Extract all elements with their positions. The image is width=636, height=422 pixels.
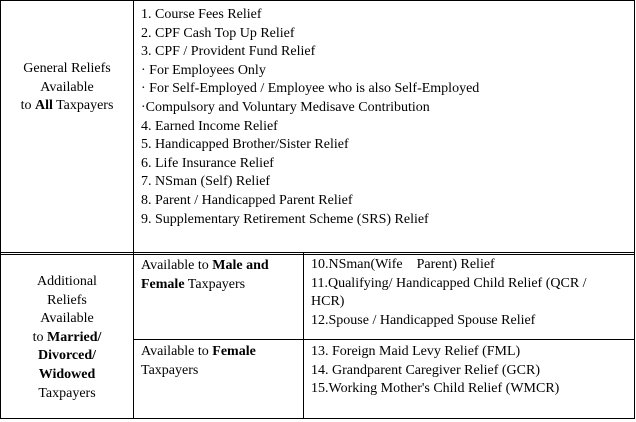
list-item: 14. Grandparent Caregiver Relief (GCR) xyxy=(311,362,540,378)
male-female-suffix: Taxpayers xyxy=(184,276,246,292)
male-female-subheader xyxy=(141,257,269,294)
list-item: 13. Foreign Maid Levy Relief (FML) xyxy=(311,344,521,359)
list-item: 3. CPF / Provident Fund Relief xyxy=(141,44,316,60)
additional-header-line3: Available xyxy=(40,311,94,327)
column-divider xyxy=(133,0,134,419)
general-header-suffix: Taxpayers xyxy=(52,98,114,114)
female-prefix: Available to xyxy=(141,344,213,359)
additional-reliefs-header xyxy=(1,273,133,403)
female-subheader xyxy=(141,343,256,380)
additional-header-taxpayers: Taxpayers xyxy=(38,385,96,401)
list-item: HCR) xyxy=(311,294,345,310)
female-line1 xyxy=(141,343,256,362)
additional-header-divorced: Divorced/ xyxy=(37,348,97,364)
list-item: 4. Earned Income Relief xyxy=(141,118,278,134)
female-reliefs-list xyxy=(311,343,559,399)
list-item: 6. Life Insurance Relief xyxy=(141,155,274,171)
general-header-prefix: to xyxy=(20,98,35,114)
list-item: 7. NSman (Self) Relief xyxy=(141,174,271,190)
general-reliefs-header xyxy=(1,60,133,116)
male-female-reliefs-list xyxy=(311,256,587,330)
additional-header-married: Married/ xyxy=(46,329,102,345)
list-item: 9. Supplementary Retirement Scheme (SRS) Relief xyxy=(141,211,429,227)
row-divider-double xyxy=(0,254,635,255)
list-item: 1. Course Fees Relief xyxy=(141,7,262,22)
female-line2: Taxpayers xyxy=(141,362,199,378)
general-header-line2: Available xyxy=(40,79,94,95)
additional-header-line1: Additional xyxy=(37,274,97,289)
male-female-line1 xyxy=(141,257,269,276)
male-female-female-bold: Female xyxy=(141,276,185,292)
list-item: 15.Working Mother's Child Relief (WMCR) xyxy=(311,381,560,397)
general-header-bold: All xyxy=(34,98,53,114)
general-reliefs-list xyxy=(141,6,479,229)
table-border-bottom xyxy=(0,418,635,419)
list-item: 10.NSman(Wife Parent) Relief xyxy=(311,257,495,272)
male-female-prefix: Available to xyxy=(141,258,213,273)
additional-header-prefix: to xyxy=(32,329,47,345)
male-female-line2 xyxy=(141,276,269,295)
list-item: 12.Spouse / Handicapped Spouse Relief xyxy=(311,312,536,328)
row-divider xyxy=(0,252,635,253)
list-item: · For Employees Only xyxy=(141,62,266,78)
list-item: · For Self-Employed / Employee who is also Self-Employed xyxy=(141,81,480,97)
additional-header-line2: Reliefs xyxy=(47,292,87,308)
list-item: 2. CPF Cash Top Up Relief xyxy=(141,25,295,41)
list-item: ·Compulsory and Voluntary Medisave Contribution xyxy=(141,99,430,115)
table-border-top xyxy=(0,0,635,1)
additional-header-widowed: Widowed xyxy=(38,366,96,382)
general-header-line1: General Reliefs xyxy=(23,61,111,76)
female-bold: Female xyxy=(212,344,256,359)
male-female-bold: Male and xyxy=(212,258,269,273)
table-border-right xyxy=(634,0,635,419)
additional-header-line4 xyxy=(1,329,133,348)
subcolumn-divider xyxy=(303,253,304,419)
list-item: 5. Handicapped Brother/Sister Relief xyxy=(141,137,349,153)
list-item: 11.Qualifying/ Handicapped Child Relief (QCR / xyxy=(311,275,587,291)
subrow-divider xyxy=(133,339,635,340)
list-item: 8. Parent / Handicapped Parent Relief xyxy=(141,192,353,208)
general-header-line3 xyxy=(1,97,133,116)
